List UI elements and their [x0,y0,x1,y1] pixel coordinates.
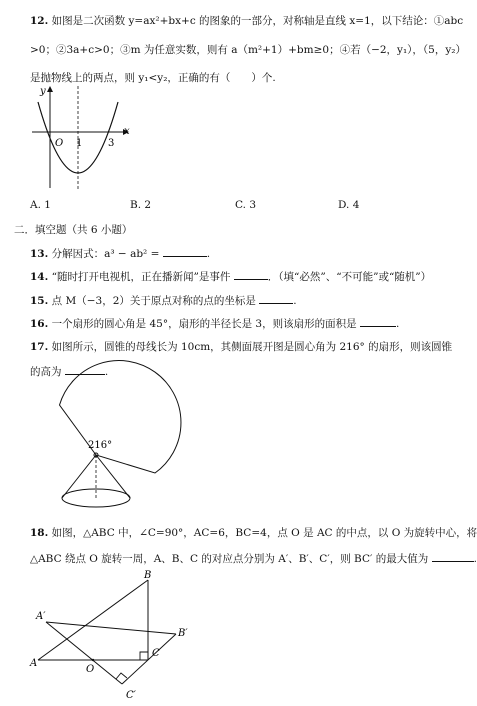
q18-label-C1: C′ [126,690,136,701]
q13-answer-blank [163,246,207,257]
q18-text-line2: △ABC 绕点 O 旋转一周，A、B、C 的对应点分别为 A′、B′、C′，则 BC′ 的最大值为 [30,553,429,565]
q18-label-B1: B′ [178,628,188,639]
q18-side-A1B1 [46,622,176,634]
section-2-header: 二．填空题（共 6 小题） [14,224,133,236]
q17-cone-figure [26,380,176,520]
q14 [30,269,431,284]
q18-number: 18. [30,527,49,539]
q13-end: . [206,248,211,260]
q18-line2 [30,551,477,566]
q18-end: . [473,553,477,565]
q14-text: “随时打开电视机，正在播新闻”是事件 [51,271,231,283]
q15-text: 点 M（−3，2）关于原点对称的点的坐标是 [51,295,256,307]
q16-text: 一个扇形的圆心角是 45°，扇形的半径长是 3，则该扇形的面积是 [51,318,357,330]
q12-tick-1: 1 [76,138,83,149]
q12-origin-label: O [55,138,64,149]
q15-end: . [293,295,297,307]
q14-number: 14. [30,271,49,283]
q16 [30,316,399,331]
q17-number: 17. [30,341,49,353]
q16-number: 16. [30,318,49,330]
q18-label-A1: A′ [36,611,46,622]
q18-label-C: C [152,648,160,659]
q12-text-line2: >0；②3a+c>0；③m 为任意实数，则有 a（m²+1）+bm≥0；④若（−2，y₁），（5，y₂） [30,44,467,56]
q13-number: 13. [30,248,49,260]
q17-angle-label: 216° [88,440,113,451]
q17-line2 [30,364,108,379]
q17-answer-blank [65,364,105,375]
q17-end: . [104,366,109,378]
q18-point-O [92,659,94,661]
q12-line1 [30,13,463,28]
q12-option-c: C. 3 [235,199,257,211]
q14-end: ．（填“必然”、“不可能”或“随机”） [267,271,432,283]
q15 [30,293,297,308]
q15-number: 15. [30,295,49,307]
q18-answer-blank [432,551,474,562]
q18-label-O: O [86,664,95,675]
q18-text-line1: 如图，△ABC 中，∠C=90°，AC=6，BC=4，点 O 是 AC 的中点，以 O 为旋转中心，将 [51,527,477,539]
q12-y-label: y [40,86,46,97]
q17-text-line1: 如图所示，圆锥的母线长为 10cm，其侧面展开图是圆心角为 216° 的扇形，则该圆锥 [51,341,453,353]
q12-option-d: D. 4 [338,199,360,211]
q12-text-line3: 是抛物线上的两点，则 y₁<y₂，正确的有（ ）个. [30,72,276,84]
q14-answer-blank [234,269,268,280]
q18-right-angle-C1 [116,673,127,679]
q18-triangle-figure [28,570,228,704]
q13 [30,246,210,261]
q17-cone-left-side [62,455,96,498]
q18-side-AB [38,580,148,660]
q12-x-label: x [124,126,130,137]
q12-option-a: A. 1 [30,199,51,211]
q18-side-B1C1 [122,634,176,684]
q17-text-line2: 的高为 [30,366,62,378]
q18-side-A1C1 [46,622,122,684]
q17-cone-right-side [96,455,130,498]
q12-parabola-graph [30,84,140,194]
q12-tick-3: 3 [108,138,115,149]
q12-text-line1: 如图是二次函数 y=ax²+bx+c 的图象的一部分，对称轴是直线 x=1，以下结论：①abc [51,15,464,27]
q12-number: 12. [30,15,49,27]
q18-right-angle-C [140,652,148,660]
q18-label-B: B [144,570,152,581]
q13-text: 分解因式：a³ − ab² = [51,248,160,260]
q15-answer-blank [259,293,293,304]
q12-option-b: B. 2 [130,199,152,211]
q18-label-A: A [30,658,38,669]
q18-line1 [30,525,477,540]
q17-line1 [30,339,452,354]
q16-end: . [395,318,400,330]
q16-answer-blank [360,316,396,327]
